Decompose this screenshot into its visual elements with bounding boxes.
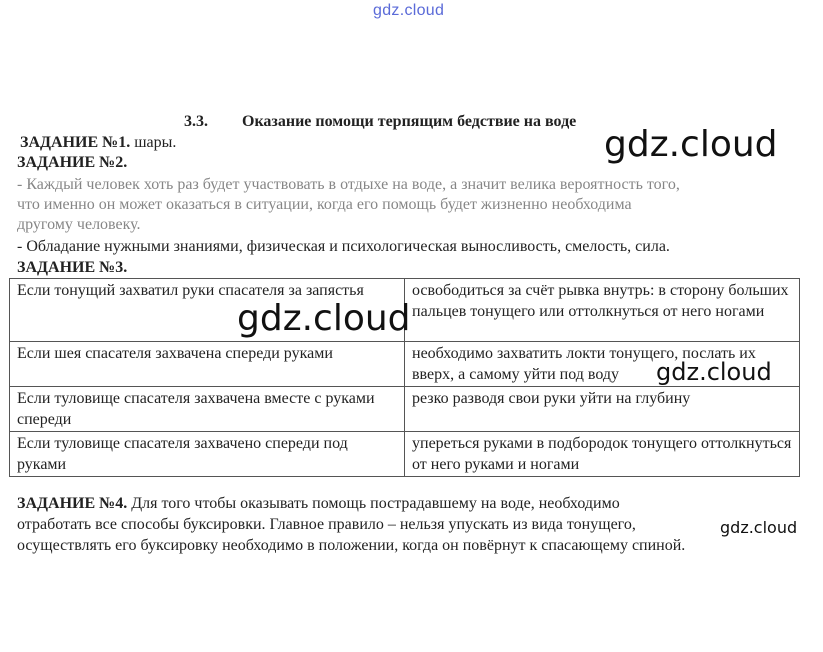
situation-cell: Если туловище спасателя захвачено спереди под руками [10,432,405,477]
table-row [10,387,800,432]
task2-line: - Обладание нужными знаниями, физическая и психологическая выносливость, смелость, сила. [17,238,670,255]
task1-answer: шары. [134,134,177,151]
watermark: gdz.cloud [656,358,772,386]
watermark: gdz.cloud [604,124,778,165]
task3-label: ЗАДАНИЕ №3. [17,259,128,276]
section-number: 3.3. [184,113,208,130]
situation-cell: Если туловище спасателя захвачена вместе с руками спереди [10,387,405,432]
action-cell: освободиться за счёт рывка внутрь: в сторону больших пальцев тонущего или оттолкнуться от него ногами [405,279,800,342]
task2-line: - Каждый человек хоть раз будет участвовать в отдыхе на воде, а значит велика вероятность того, [17,176,680,193]
task4-label: ЗАДАНИЕ №4. [17,495,128,512]
task4-line: осуществлять его буксировку необходимо в положении, когда он повёрнут к спасающему спиной. [17,537,686,554]
watermark: gdz.cloud [720,518,798,537]
task2-line: другому человеку. [17,216,141,233]
watermark: gdz.cloud [237,298,411,339]
task4-line: отработать все способы буксировки. Главное правило – нельзя упускать из вида тонущего, [17,516,636,533]
task2-line: что именно он может оказаться в ситуации, когда его помощь будет жизненно необходима [17,196,632,213]
task4-line [17,493,792,514]
situation-cell: Если шея спасателя захвачена спереди руками [10,342,405,387]
situation-cell: Если тонущий захватил руки спасателя за запястья [10,279,405,342]
page-title [184,113,576,131]
task4-paragraph [17,493,792,556]
action-cell: резко разводя свои руки уйти на глубину [405,387,800,432]
table-row [10,432,800,477]
action-cell: упереться руками в подбородок тонущего оттолкнуться от него руками и ногами [405,432,800,477]
task4-text: Для того чтобы оказывать помощь пострадавшему на воде, необходимо [131,495,620,512]
task1-label: ЗАДАНИЕ №1. [20,134,131,151]
task2-label: ЗАДАНИЕ №2. [17,154,128,171]
action-cell: необходимо захватить локти тонущего, послать их вверх, а самому уйти под воду [405,342,800,387]
site-logo[interactable]: gdz.cloud [373,2,445,19]
section-title: Оказание помощи терпящим бедствие на воде [242,113,577,130]
task1-line [20,134,176,152]
